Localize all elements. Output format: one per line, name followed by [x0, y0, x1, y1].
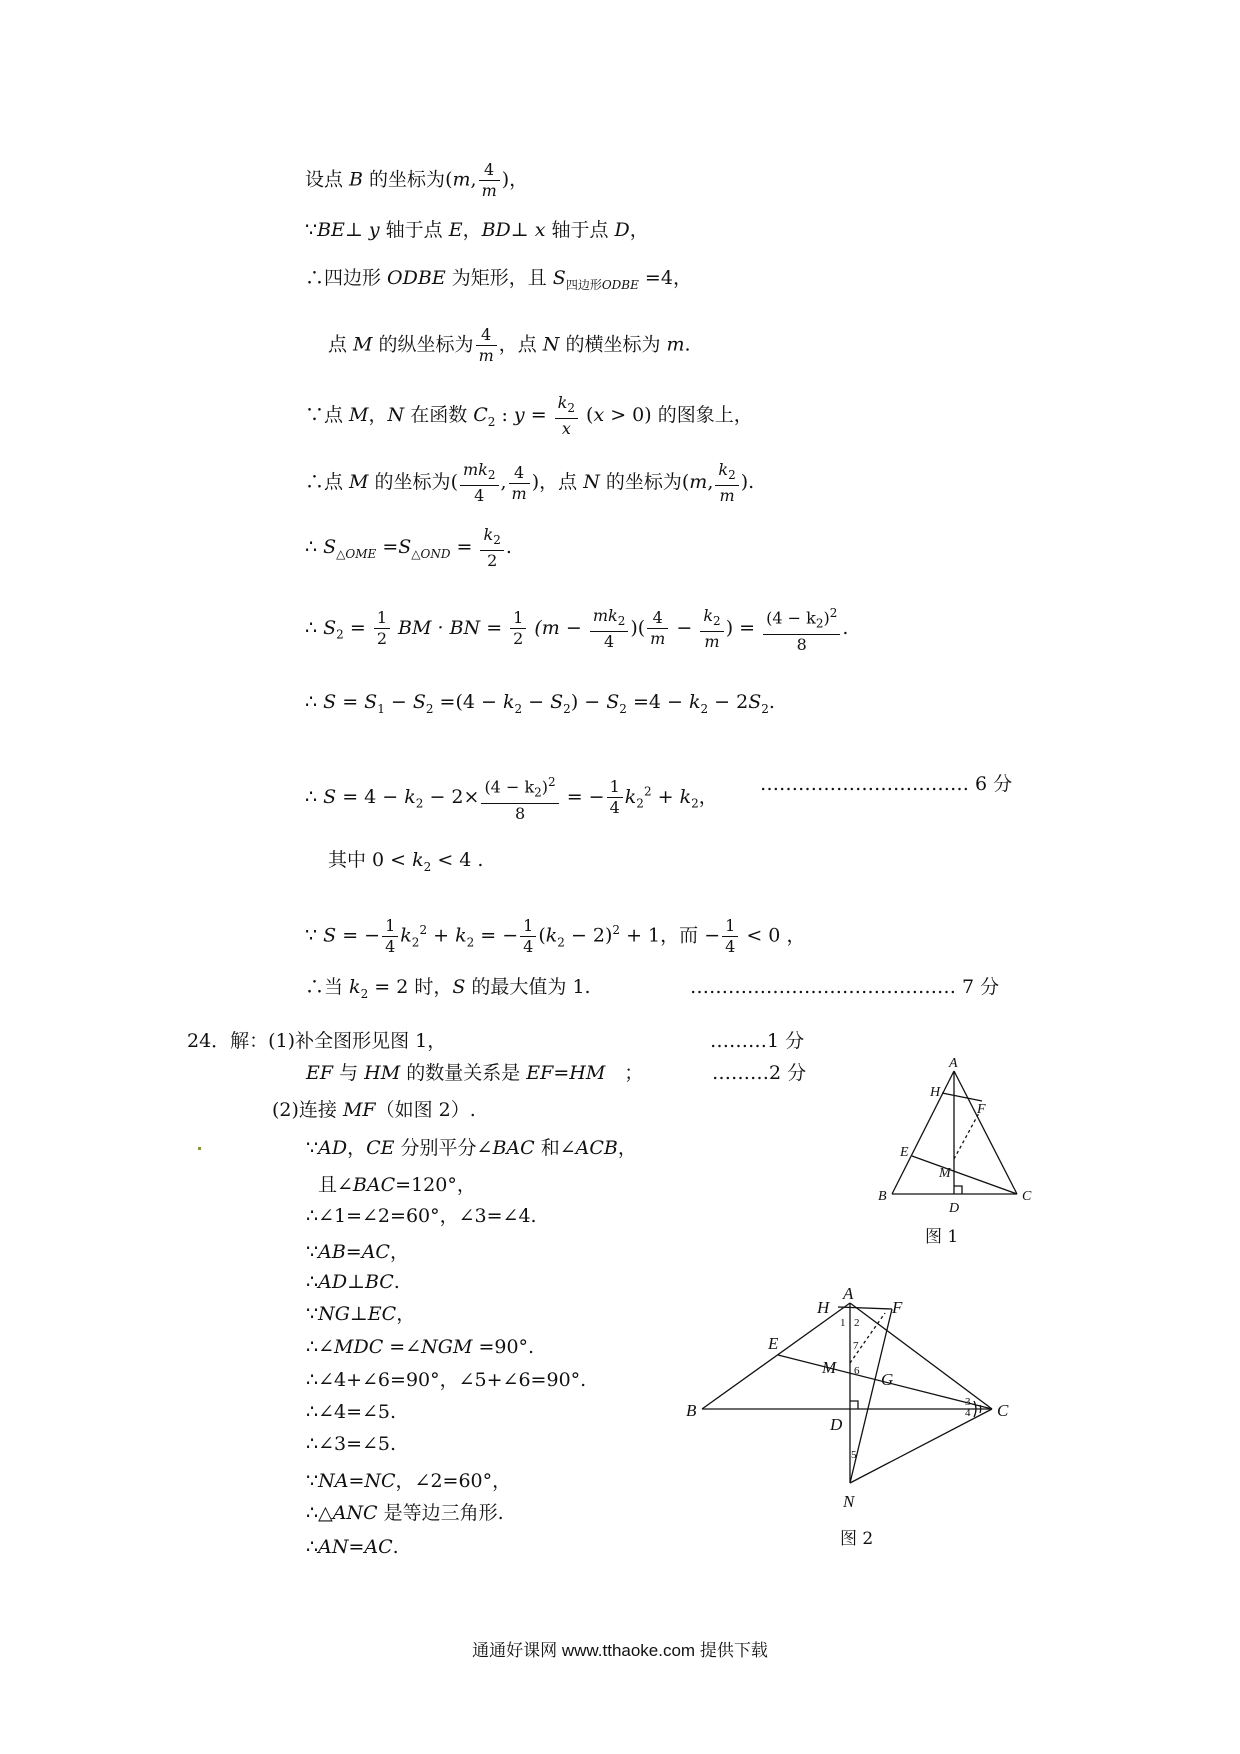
- q24-l16: ∴AN=AC.: [306, 1536, 399, 1558]
- line-s-quadratic: ∴ $S = 4 - k_2 - 2\times$ $\frac{(4 - k_2)^2}{8}$ = − $\frac{1}{4}$ $k_2^2 + k_2$，: [305, 772, 718, 824]
- fig2-label-C: C: [997, 1401, 1009, 1420]
- q24-l11: ∴∠4+∠6=90°，∠5+∠6=90°.: [306, 1369, 587, 1391]
- fig2-angle-6: 6: [854, 1365, 860, 1377]
- figure-1: [860, 1055, 1060, 1215]
- fig2-angle-1: 1: [840, 1317, 846, 1329]
- q24-l14: ∵NA=NC，∠2=60°，: [306, 1470, 512, 1492]
- q24-heading: 24．解：(1)补全图形见图 1，: [187, 1030, 447, 1052]
- q24-l7: ∵AB=AC，: [306, 1241, 409, 1263]
- figure-2-caption: 图 2: [840, 1529, 874, 1549]
- fig1-label-D: D: [949, 1201, 960, 1215]
- fig2-angle-5: 5: [851, 1449, 857, 1461]
- fig2-label-M: M: [822, 1358, 837, 1377]
- q24-relation: EF 与 HM 的数量关系是 EF=HM ；: [306, 1062, 644, 1084]
- fig2-angle-7: 7: [853, 1340, 859, 1352]
- fig1-label-C: C: [1022, 1189, 1032, 1204]
- fig2-angle-4: 4: [965, 1407, 971, 1419]
- fig1-label-A: A: [949, 1056, 958, 1071]
- line-mn-coordinates: ∴点 M 的坐标为( $\frac{mk_2}{4}$ , $\frac{4}{m}$ )，点 N 的坐标为(m, $\frac{k_2}{m}$ ).: [305, 460, 755, 506]
- score-6: …………………………… 6 分: [760, 773, 1013, 795]
- line-triangle-areas: ∴ $S_{\triangle OME} =S_{\triangle OND}$ = $\frac{k_2}{2}$ .: [305, 525, 512, 571]
- fig2-label-H: H: [817, 1298, 830, 1317]
- fig1-label-H: H: [930, 1085, 941, 1100]
- fig1-label-F: F: [977, 1102, 986, 1117]
- line-rectangle: ∴四边形 ODBE 为矩形，且 $S_{四边形ODBE} =4$，: [305, 267, 692, 292]
- line-function-c2: ∵点 M，N 在函数 $C_2$ : y = $\frac{k_2}{x}$ (x > 0) 的图象上，: [305, 393, 753, 439]
- fig2-label-D: D: [830, 1415, 843, 1434]
- fig1-label-E: E: [900, 1145, 909, 1160]
- q24-l12: ∴∠4=∠5.: [306, 1401, 397, 1423]
- figure-2: [680, 1285, 1020, 1515]
- line-b-coord: 设点 B 的坐标为(m, $\frac{4}{m}$ )，: [305, 160, 529, 200]
- fig1-label-M: M: [939, 1166, 951, 1181]
- line-vertex-form: ∵ S = − $\frac{1}{4}$ $k_2^2 + k_2$ = − $\frac{1}{4}$ $(k_2 - 2)^2 + 1$，而 − $\frac{1}{4}$ < 0 ，: [305, 916, 806, 956]
- score-2: ………2 分: [712, 1062, 807, 1084]
- line-perpendicular: ∵BE⊥ y 轴于点 E，BD⊥ x 轴于点 D，: [305, 219, 649, 241]
- line-mn-coords: 点 M 的纵坐标为 $\frac{4}{m}$ ，点 N 的横坐标为 m.: [328, 325, 691, 365]
- line-k2-range: 其中 $0 < k_2 < 4$ .: [328, 849, 484, 874]
- fig1-label-B: B: [878, 1189, 887, 1204]
- q24-l9: ∵NG⊥EC，: [306, 1303, 416, 1325]
- fig2-label-E: E: [768, 1334, 779, 1353]
- figure-1-caption: 图 1: [925, 1227, 959, 1247]
- q24-l15: ∴△ANC 是等边三角形.: [306, 1502, 504, 1524]
- line-max-value: ∴当 $k_2 = 2$ 时，S 的最大值为 1.: [305, 976, 591, 1001]
- q24-part2: (2)连接 MF（如图 2）.: [272, 1099, 476, 1121]
- fig2-label-N: N: [843, 1492, 855, 1511]
- line-s2: ∴ $S_2$ = $\frac{1}{2}$ BM · BN = $\frac{1}{2}$ (m − $\frac{mk_2}{4}$ )( $\frac{4}{m}$ − $\frac{k_2}{m}$ ) = $\frac{(4 - k_2)^2}{8}$ .: [305, 603, 848, 655]
- q24-bisect: ∵AD，CE 分别平分∠BAC 和∠ACB，: [306, 1137, 637, 1159]
- stray-dot: [198, 1147, 201, 1150]
- q24-l10: ∴∠MDC =∠NGM =90°.: [306, 1336, 535, 1358]
- q24-l6: ∴∠1=∠2=60°，∠3=∠4.: [306, 1205, 537, 1227]
- fig2-label-A: A: [843, 1285, 854, 1303]
- line-s-expression: ∴ $S = S_1 - S_2 =(4 - k_2 - S_2) - S_2 =4 - k_2 - 2S_2$.: [305, 691, 775, 716]
- footer-source: 通通好课网 www.tthaoke.com 提供下载: [472, 1641, 768, 1660]
- fig2-angle-3: 3: [965, 1396, 971, 1408]
- fig2-label-F: F: [892, 1298, 903, 1317]
- fig2-label-B: B: [686, 1401, 697, 1420]
- fig2-label-G: G: [881, 1370, 894, 1389]
- score-7: …………………………………… 7 分: [690, 976, 1000, 998]
- q24-angle-bac: 且∠BAC=120°，: [318, 1174, 476, 1196]
- score-1: ………1 分: [710, 1030, 805, 1052]
- q24-l8: ∴AD⊥BC.: [306, 1271, 400, 1293]
- fig2-angle-2: 2: [854, 1317, 860, 1329]
- q24-l13: ∴∠3=∠5.: [306, 1433, 397, 1455]
